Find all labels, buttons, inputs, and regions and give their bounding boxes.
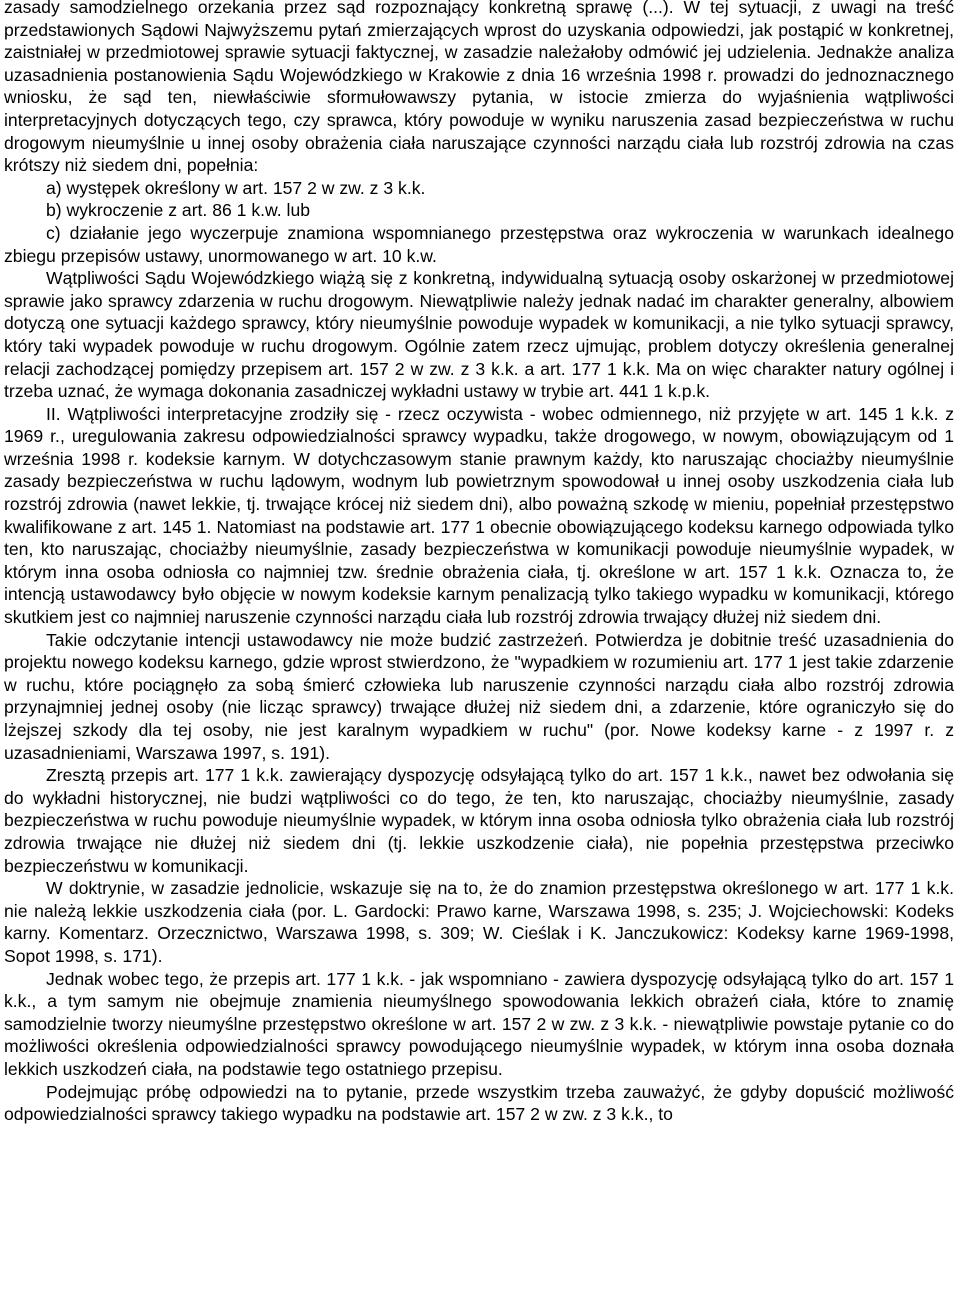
paragraph: Jednak wobec tego, że przepis art. 177 1 k.k. - jak wspomniano - zawiera dyspozycję odsyłającą tylko do art. 157 1 k.k., a tym samym nie obejmuje znamienia nieumyślnego spowodowania lekkich obrażeń ciała, które to znamię samodzielnie tworzy nieumyślne przestępstwo określone w art. 157 2 w zw. z 3 k.k. - niewątpliwie powstaje pytanie co do możliwości określenia odpowiedzialności sprawcy powodującego nieumyślnie wypadek, w którym inna osoba doznała lekkich uszkodzeń ciała, na podstawie tego ostatniego przepisu.: [4, 968, 954, 1079]
list-item-c: c) działanie jego wyczerpuje znamiona wspomnianego przestępstwa oraz wykroczenia w warunkach idealnego zbiegu przepisów ustawy, unormowanego w art. 10 k.w.: [4, 222, 954, 266]
paragraph: Podejmując próbę odpowiedzi na to pytanie, przede wszystkim trzeba zauważyć, że gdyby dopuścić możliwość odpowiedzialności sprawcy takiego wypadku na podstawie art. 157 2 w zw. z 3 k.k., to: [4, 1081, 954, 1125]
paragraph: Wątpliwości Sądu Wojewódzkiego wiążą się z konkretną, indywidualną sytuacją osoby oskarżonej w przedmiotowej sprawie jako sprawcy zdarzenia w ruchu drogowym. Niewątpliwie należy jednak nadać im charakter generalny, albowiem dotyczą one sytuacji każdego sprawcy, który nieumyślnie powoduje wypadek w komunikacji, a nie tylko sytuacji sprawcy, który taki wypadek powoduje w ruchu drogowym. Ogólnie zatem rzecz ujmując, problem dotyczy określenia generalnej relacji zachodzącej pomiędzy przepisem art. 157 2 w zw. z 3 k.k. a art. 177 1 k.k. Ma on więc charakter natury ogólnej i trzeba uznać, że wymaga dokonania zasadniczej wykładni ustawy w trybie art. 441 1 k.p.k.: [4, 268, 954, 402]
paragraph: W doktrynie, w zasadzie jednolicie, wskazuje się na to, że do znamion przestępstwa określonego w art. 177 1 k.k. nie należą lekkie uszkodzenia ciała (por. L. Gardocki: Prawo karne, Warszawa 1998, s. 235; J. Wojciechowski: Kodeks karny. Komentarz. Orzecznictwo, Warszawa 1998, s. 309; W. Cieślak i K. Janczukowicz: Kodeksy karne 1969-1998, Sopot 1998, s. 171).: [4, 878, 954, 966]
paragraph: Takie odczytanie intencji ustawodawcy nie może budzić zastrzeżeń. Potwierdza je dobitnie treść uzasadnienia do projektu nowego kodeksu karnego, gdzie wprost stwierdzono, że "wypadkiem w rozumieniu art. 177 1 jest takie zdarzenie w ruchu, które pociągnęło za sobą śmierć człowieka lub naruszenie czynności narządu ciała albo rozstrój zdrowia przynajmniej jednej osoby (nie licząc sprawcy) trwające dłużej niż siedem dni, a zdarzenie, które ograniczyło się do lżejszej szkody dla tej osoby, nie jest karalnym wypadkiem w ruchu" (por. Nowe kodeksy karne - z 1997 r. z uzasadnieniami, Warszawa 1997, s. 191).: [4, 629, 954, 763]
list-item-b: b) wykroczenie z art. 86 1 k.w. lub: [46, 200, 311, 221]
paragraph: Zresztą przepis art. 177 1 k.k. zawierający dyspozycję odsyłającą tylko do art. 157 1 k.k., nawet bez odwołania się do wykładni historycznej, nie budzi wątpliwości co do tego, że ten, kto naruszając, chociażby nieumyślnie, zasady bezpieczeństwa w ruchu powoduje nieumyślnie wypadek, w którym inna osoba odniosła tylko obrażenia ciała lub rozstrój zdrowia trwające nie dłużej niż siedem dni (tj. lekkie uszkodzenie ciała), nie popełnia przestępstwa przeciwko bezpieczeństwu w komunikacji.: [4, 765, 954, 876]
list-item-a: a) występek określony w art. 157 2 w zw. z 3 k.k.: [46, 177, 426, 198]
paragraph: zasady samodzielnego orzekania przez sąd rozpoznający konkretną sprawę (...). W tej sytuacji, z uwagi na treść przedstawionych Sądowi Najwyższemu pytań zmierzających wprost do uzyskania odpowiedzi, jak postąpić w konkretnej, zaistniałej w przedmiotowej sprawie sytuacji faktycznej, w zasadzie należałoby odmówić jej udzielenia. Jednakże analiza uzasadnienia postanowienia Sądu Wojewódzkiego w Krakowie z dnia 16 września 1998 r. prowadzi do jednoznacznego wniosku, że sąd ten, niewłaściwie sformułowawszy pytania, w istocie zmierza do wyjaśnienia wątpliwości interpretacyjnych dotyczących tego, czy sprawca, który powoduje w wyniku naruszenia zasad bezpieczeństwa w ruchu drogowym nieumyślnie u innej osoby obrażenia ciała naruszające czynności narządu ciała lub rozstrój zdrowia na czas krótszy niż siedem dni, popełnia:: [4, 0, 954, 176]
section-ii-paragraph: II. Wątpliwości interpretacyjne zrodziły się - rzecz oczywista - wobec odmiennego, niż przyjęte w art. 145 1 k.k. z 1969 r., uregulowania zakresu odpowiedzialności sprawcy wypadku, także drogowego, w nowym, obowiązującym od 1 września 1998 r. kodeksie karnym. W dotychczasowym stanie prawnym każdy, kto naruszając chociażby nieumyślnie zasady bezpieczeństwa w ruchu lądowym, wodnym lub powietrznym spowodował u innej osoby uszkodzenia ciała lub rozstrój zdrowia (nawet lekkie, tj. trwające krócej niż siedem dni), albo poważną szkodę w mieniu, popełniał przestępstwo kwalifikowane z art. 145 1. Natomiast na podstawie art. 177 1 obecnie obowiązującego kodeksu karnego odpowiada tylko ten, kto naruszając, chociażby nieumyślnie, zasady bezpieczeństwa w komunikacji powoduje nieumyślnie wypadek, w którym inna osoba odniosła co najmniej tzw. średnie obrażenia ciała, tj. określone w art. 157 1 k.k. Oznacza to, że intencją ustawodawcy było objęcie w nowym kodeksie karnym penalizacją tylko takiego wypadku w komunikacji, którego skutkiem jest co najmniej naruszenie czynności narządu ciała lub rozstrój zdrowia trwający dłużej niż siedem dni.: [4, 403, 954, 628]
